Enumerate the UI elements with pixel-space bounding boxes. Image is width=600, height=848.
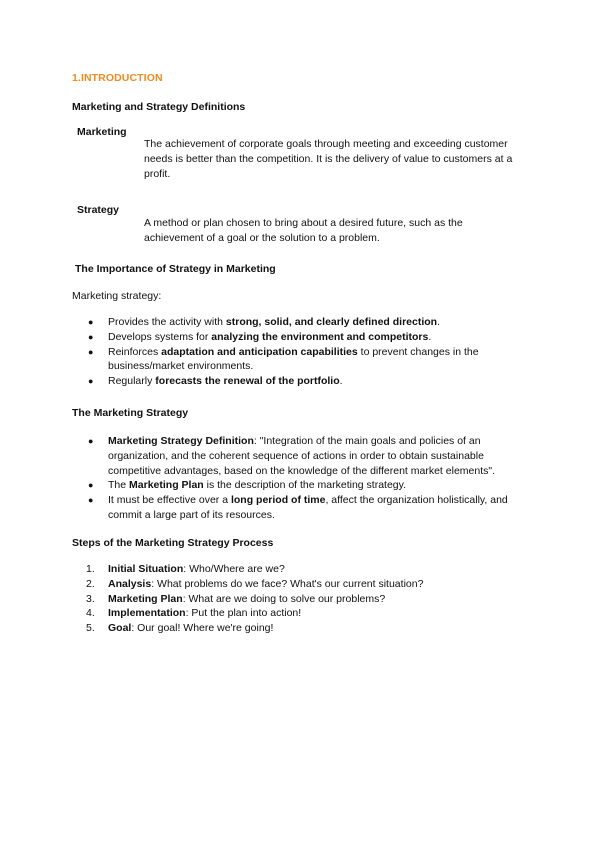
steps-heading: Steps of the Marketing Strategy Process xyxy=(72,537,274,549)
bullet-icon: ● xyxy=(88,317,94,327)
bullet-icon: ● xyxy=(88,331,94,342)
marketing-term: Marketing xyxy=(77,126,127,138)
bullet-icon: ● xyxy=(88,346,94,357)
bullet-icon: ● xyxy=(88,436,94,446)
list-item: ● Develops systems for analyzing the environment and competitors. xyxy=(88,330,432,343)
list-item: ● The Marketing Plan is the description of the marketing strategy. xyxy=(88,479,407,492)
steps-list xyxy=(72,562,532,636)
bullet-icon: ● xyxy=(88,480,94,491)
list-item: 5. Goal: Our goal! Where we're going! xyxy=(86,622,274,635)
list-item: ● Provides the activity with strong, solid, and clearly defined direction. xyxy=(88,316,441,328)
strategy-term: Strategy xyxy=(77,204,120,216)
list-item: ● It must be effective over a long period of time, affect the organization holistically, and commit a large part of its resources. xyxy=(88,494,508,521)
marketing-strategy-list xyxy=(72,434,528,523)
bullet-icon: ● xyxy=(88,376,94,387)
marketing-strategy-heading: The Marketing Strategy xyxy=(72,407,189,419)
definitions-heading: Marketing and Strategy Definitions xyxy=(72,101,246,113)
bullet-icon: ● xyxy=(88,495,94,506)
list-item: 2. Analysis: What problems do we face? What's our current situation? xyxy=(86,577,424,590)
marketing-definition: The achievement of corporate goals through meeting and exceeding customer needs is better than the competition. It is the delivery of value to customers at a profit. xyxy=(144,138,513,180)
list-item: ● Reinforces adaptation and anticipation capabilities to prevent changes in the business/market environments. xyxy=(88,345,479,373)
importance-intro: Marketing strategy: xyxy=(72,290,162,302)
intro-heading: 1.INTRODUCTION xyxy=(72,72,163,84)
strategy-definition: A method or plan chosen to bring about a desired future, such as the achievement of a goal or the solution to a problem. xyxy=(144,217,463,244)
list-item: 1. Initial Situation: Who/Where are we? xyxy=(86,563,285,575)
list-item: ● Regularly forecasts the renewal of the portfolio. xyxy=(88,375,343,388)
list-item: ● Marketing Strategy Definition: "Integration of the main goals and policies of an organization, and the coherent sequence of actions in order to obtain sustainable competitive advantages, based on the knowledge of the different market elements". xyxy=(88,435,496,477)
list-item: 4. Implementation: Put the plan into action! xyxy=(86,607,302,620)
importance-heading: The Importance of Strategy in Marketing xyxy=(75,263,276,275)
list-item: 3. Marketing Plan: What are we doing to solve our problems? xyxy=(86,592,386,605)
importance-list xyxy=(72,315,532,389)
